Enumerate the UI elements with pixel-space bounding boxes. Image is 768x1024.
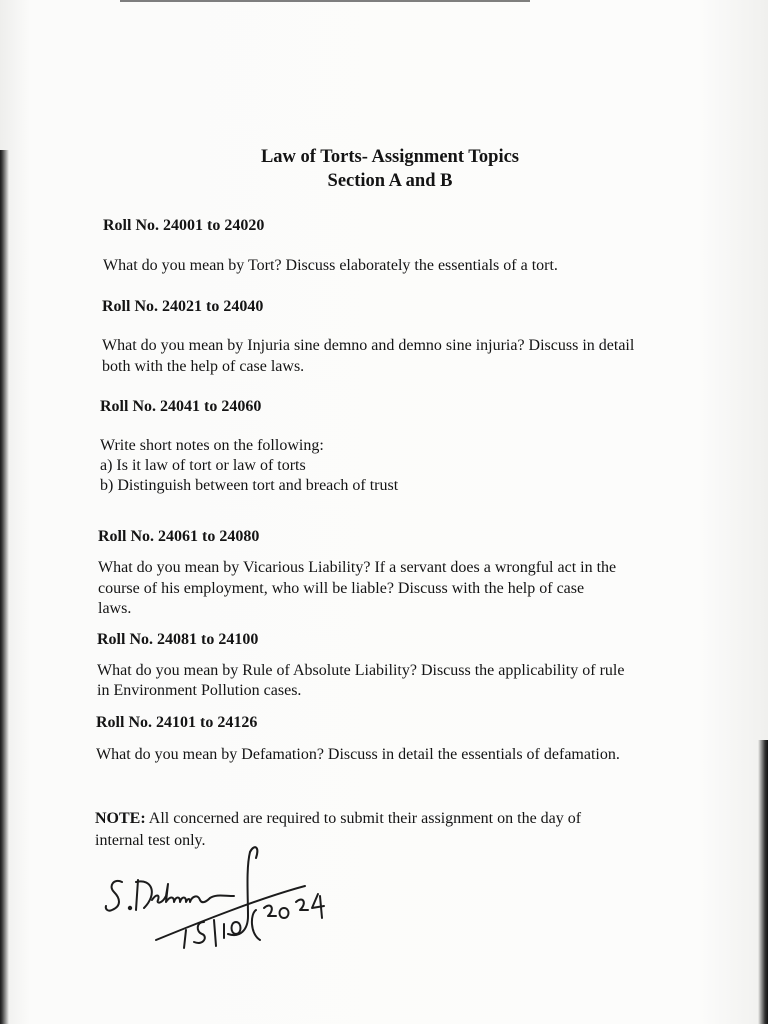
question-3-line-3: b) Distinguish between tort and breach of trust — [100, 477, 399, 494]
note-line-1 — [95, 808, 581, 829]
question-6-line-1: What do you mean by Defamation? Discuss in detail the essentials of defamation. — [96, 746, 620, 763]
roll-range-6: Roll No. 24101 to 24126 — [96, 714, 258, 731]
question-2-line-2: both with the help of case laws. — [102, 358, 305, 375]
question-3-line-2: a) Is it law of tort or law of torts — [100, 457, 306, 474]
question-5-line-1: What do you mean by Rule of Absolute Liability? Discuss the applicability of rule — [97, 662, 625, 679]
roll-range-2: Roll No. 24021 to 24040 — [102, 298, 264, 315]
question-3-line-1: Write short notes on the following: — [100, 437, 324, 454]
question-1-line-1: What do you mean by Tort? Discuss elaborately the essentials of a tort. — [103, 257, 558, 274]
question-2-line-1: What do you mean by Injuria sine demno and demno sine injuria? Discuss in detail — [102, 337, 635, 354]
document-title: Law of Torts- Assignment Topics — [260, 147, 520, 167]
question-5-line-2: in Environment Pollution cases. — [97, 682, 302, 699]
roll-range-5: Roll No. 24081 to 24100 — [97, 631, 259, 648]
roll-range-4: Roll No. 24061 to 24080 — [98, 528, 260, 545]
roll-range-1: Roll No. 24001 to 24020 — [103, 217, 265, 234]
document-subtitle: Section A and B — [327, 171, 453, 191]
note-label: NOTE: — [95, 810, 146, 827]
note-line-2: internal test only. — [95, 832, 206, 849]
note-text: All concerned are required to submit their assignment on the day of — [145, 810, 582, 827]
scan-edge-top — [120, 0, 530, 2]
handwritten-signature — [100, 838, 340, 958]
question-4-line-1: What do you mean by Vicarious Liability? If a servant does a wrongful act in the — [98, 559, 617, 576]
question-4-line-3: laws. — [98, 600, 132, 617]
roll-range-3: Roll No. 24041 to 24060 — [100, 398, 262, 415]
scan-edge-left — [0, 150, 9, 1024]
question-4-line-2: course of his employment, who will be liable? Discuss with the help of case — [98, 580, 585, 597]
scan-edge-right — [758, 740, 768, 1024]
